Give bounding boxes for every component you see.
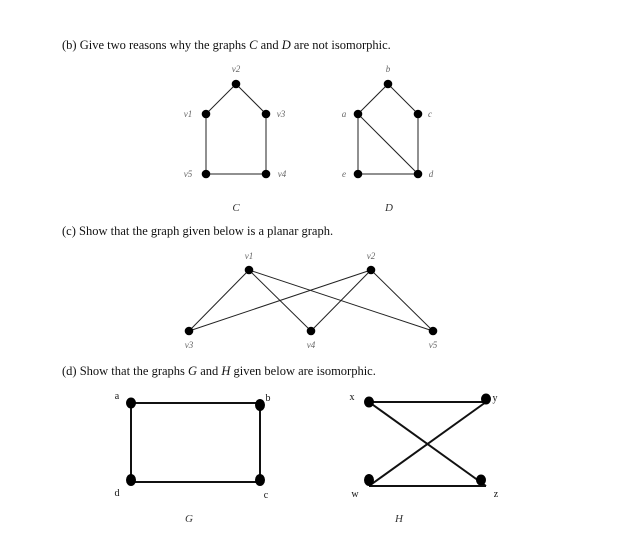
label-c-v2: v2 — [231, 64, 241, 74]
vertex-p-v4 — [307, 327, 316, 336]
vertex-g-a — [126, 398, 136, 409]
graph-name-c: C — [249, 38, 258, 52]
edge-p-v1-v3 — [189, 270, 249, 331]
label-d-c: c — [428, 109, 432, 119]
vertex-g-b — [255, 399, 265, 411]
vertex-c-v2 — [232, 80, 241, 89]
edge-p-v2-v3 — [189, 270, 371, 331]
graph-d — [342, 64, 434, 214]
label-h-z: z — [493, 489, 499, 500]
label-c-v4: v4 — [277, 169, 287, 179]
vertex-c-v5 — [202, 170, 211, 179]
graph-g — [115, 391, 271, 525]
vertex-c-v3 — [262, 110, 271, 119]
label-c-v5: v5 — [183, 169, 193, 179]
graph-name-h: H — [221, 364, 231, 378]
vertex-p-v2 — [367, 266, 376, 275]
graph-g-title: G — [185, 513, 193, 525]
vertex-d-e — [354, 170, 363, 179]
label-p-v5: v5 — [428, 340, 438, 350]
label-d-b: b — [385, 64, 391, 74]
label-g-d: d — [114, 488, 120, 499]
graph-c-title: C — [232, 202, 240, 214]
label-d-d: d — [428, 169, 434, 179]
label-c-v1: v1 — [183, 109, 193, 119]
label-g-b: b — [265, 393, 271, 404]
vertex-d-c — [414, 110, 423, 119]
label-p-v1: v1 — [244, 251, 254, 261]
vertex-p-v3 — [185, 327, 194, 336]
label-d-e: e — [342, 169, 346, 179]
vertex-g-c — [255, 474, 265, 486]
vertex-p-v1 — [245, 266, 254, 275]
label-p-v3: v3 — [184, 340, 194, 350]
graph-name-g: G — [188, 364, 198, 378]
label-p-v2: v2 — [366, 251, 376, 261]
vertex-h-y — [481, 394, 491, 405]
edge-c-v1-v2 — [206, 84, 236, 114]
label-h-w: w — [351, 489, 359, 500]
vertex-d-d — [414, 170, 423, 179]
graph-h — [350, 392, 499, 525]
question-b: (b) Give two reasons why the graphs C and D are not isomorphic. — [62, 38, 391, 52]
vertex-g-d — [126, 474, 136, 486]
edge-p-v2-v5 — [371, 270, 433, 331]
label-h-x: x — [349, 392, 355, 403]
label-p-v4: v4 — [306, 340, 316, 350]
edge-d-a-d — [358, 114, 418, 174]
vertex-h-w — [364, 474, 374, 486]
vertex-d-b — [384, 80, 393, 89]
vertex-h-z — [476, 475, 486, 486]
vertex-p-v5 — [429, 327, 438, 336]
edge-d-b-c — [388, 84, 418, 114]
vertex-h-x — [364, 397, 374, 408]
question-d: (d) Show that the graphs G and H given below are isomorphic. — [62, 364, 376, 378]
edge-d-a-b — [358, 84, 388, 114]
label-h-y: y — [492, 393, 498, 404]
question-c: (c) Show that the graph given below is a planar graph. — [62, 224, 334, 238]
graph-h-title: H — [395, 513, 403, 525]
vertex-c-v1 — [202, 110, 211, 119]
graph-name-d: D — [281, 38, 291, 52]
graph-c — [184, 64, 287, 214]
vertex-c-v4 — [262, 170, 271, 179]
label-g-c: c — [263, 490, 269, 501]
edge-p-v2-v4 — [311, 270, 371, 331]
vertex-d-a — [354, 110, 363, 119]
graph-d-title: D — [385, 202, 393, 214]
label-d-a: a — [341, 109, 347, 119]
label-g-a: a — [114, 391, 120, 402]
label-c-v3: v3 — [276, 109, 286, 119]
edge-c-v2-v3 — [236, 84, 266, 114]
graph-planar — [185, 251, 438, 350]
